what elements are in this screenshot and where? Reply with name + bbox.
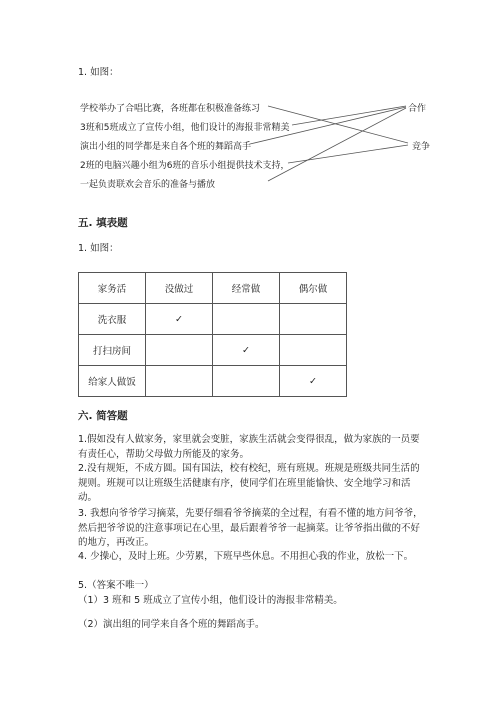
matching-target-cooperation: 合作 bbox=[408, 104, 427, 114]
table-row-label: 洗衣服 bbox=[79, 304, 146, 335]
table-cell bbox=[280, 335, 347, 366]
table-row bbox=[79, 335, 347, 366]
matching-item-1: 学校举办了合唱比赛，各班都在积极准备练习 bbox=[80, 104, 261, 114]
check-mark: ✓ bbox=[213, 335, 280, 366]
matching-item-4: 2班的电脑兴趣小组为6班的音乐小组提供技术支持， bbox=[80, 161, 290, 171]
section-title-short-answer: 六. 简答题 bbox=[78, 410, 128, 422]
section-title-fill-table: 五. 填表题 bbox=[78, 217, 128, 229]
answer-paragraph-5: 5.（答案不唯一） bbox=[78, 580, 154, 591]
question-number: 1. 如图： bbox=[78, 67, 119, 78]
table-header-cell: 家务活 bbox=[79, 273, 146, 304]
table-header-cell: 没做过 bbox=[146, 273, 213, 304]
answer-paragraph-1: 1.假如没有人做家务，家里就会变脏，家族生活就会变得很乱，做为家族的一员要有责任心，帮助父母做力所能及的家务。 bbox=[78, 434, 420, 460]
table-cell bbox=[146, 335, 213, 366]
matching-item-2: 3班和5班成立了宣传小组，他们设计的海报非常精美 bbox=[80, 123, 290, 133]
sub-answer-2: （2）演出组的同学来自各个班的舞蹈高手。 bbox=[78, 619, 265, 630]
answer-paragraph-3: 3. 我想向爷爷学习摘菜，先要仔细看爷爷摘菜的全过程，有看不懂的地方问爷爷，然后把爷爷说的注意事项记在心里，最后跟着爷爷一起摘菜。让爷爷指出做的不好的地方，再改正。 bbox=[78, 508, 423, 548]
table-cell bbox=[213, 366, 280, 397]
answer-paragraph-2: 2.没有规矩，不成方圆。国有国法，校有校纪，班有班规。班规是班级共同生活的规则。班规可以让班级生活健康有序，使同学们在班里能愉快、安全地学习和活动。 bbox=[78, 463, 420, 503]
matching-target-competition: 竞争 bbox=[412, 142, 431, 152]
table-row-label: 打扫房间 bbox=[79, 335, 146, 366]
matching-item-3: 演出小组的同学都是来自各个班的舞蹈高手 bbox=[80, 142, 252, 152]
chores-table bbox=[78, 272, 347, 397]
table-header-row bbox=[79, 273, 347, 304]
table-cell bbox=[146, 366, 213, 397]
table-header-cell: 经常做 bbox=[213, 273, 280, 304]
question-number: 1. 如图： bbox=[78, 243, 119, 254]
match-line-2 bbox=[292, 106, 406, 125]
table-row-label: 给家人做饭 bbox=[79, 366, 146, 397]
answer-paragraph-4: 4. 少操心，及时上班。少劳累，下班早些休息。不用担心我的作业，放松一下。 bbox=[78, 551, 414, 562]
sub-answer-1: （1）3 班和 5 班成立了宣传小组，他们设计的海报非常精美。 bbox=[78, 595, 343, 606]
check-mark: ✓ bbox=[146, 304, 213, 335]
check-mark: ✓ bbox=[280, 366, 347, 397]
match-line-3 bbox=[250, 107, 406, 144]
table-cell bbox=[280, 304, 347, 335]
matching-item-5: 一起负责联欢会音乐的准备与播放 bbox=[80, 180, 216, 190]
table-cell bbox=[213, 304, 280, 335]
match-line-4 bbox=[288, 145, 408, 163]
table-header-cell: 偶尔做 bbox=[280, 273, 347, 304]
table-row bbox=[79, 366, 347, 397]
match-line-5 bbox=[268, 108, 406, 181]
table-row bbox=[79, 304, 347, 335]
